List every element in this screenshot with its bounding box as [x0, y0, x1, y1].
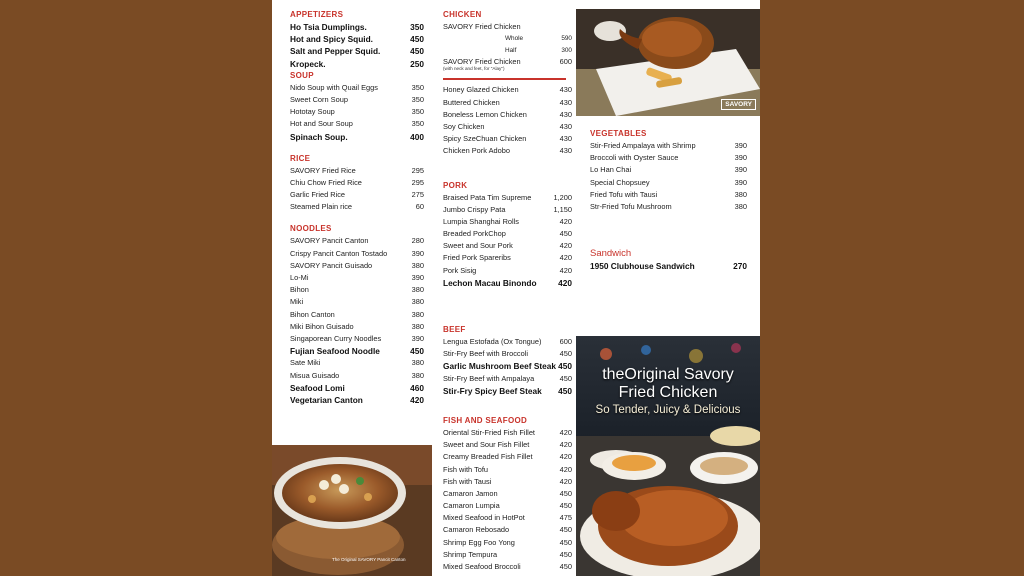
item-name: Boneless Lemon Chicken	[443, 109, 527, 119]
item-name: Creamy Breaded Fish Fillet	[443, 452, 533, 462]
item-name: Singaporean Curry Noodles	[290, 333, 382, 343]
menu-item[interactable]	[443, 427, 572, 439]
item-name: Sate Miki	[290, 358, 321, 368]
item-price: 250	[410, 58, 424, 69]
menu-item[interactable]	[443, 373, 572, 385]
menu-item[interactable]	[290, 284, 424, 296]
menu-item[interactable]	[290, 382, 424, 394]
item-name: Miki	[290, 297, 304, 307]
menu-column-2	[443, 9, 572, 573]
item-name: SAVORY Fried Chicken	[443, 22, 521, 31]
section-title: VEGETABLES	[590, 129, 647, 138]
menu-item[interactable]	[443, 192, 572, 204]
item-name: SAVORY Fried Chicken	[443, 57, 521, 67]
item-name: Fried Pork Spareribs	[443, 253, 511, 263]
section-title: PORK	[443, 180, 468, 190]
item-name: SAVORY Pancit Canton	[290, 236, 369, 246]
savory-logo: SAVORY	[721, 99, 756, 110]
item-price: 420	[559, 440, 572, 450]
menu-item[interactable]	[290, 248, 424, 260]
menu-item[interactable]	[443, 145, 572, 157]
item-price: 600	[559, 57, 572, 67]
item-name: Fujian Seafood Noodle	[290, 346, 380, 357]
item-name: Braised Pata Tim Supreme	[443, 192, 532, 202]
item-price: 380	[734, 189, 747, 199]
item-price: 430	[559, 109, 572, 119]
item-price: 450	[559, 525, 572, 535]
sandwich-section	[590, 248, 747, 272]
menu-item[interactable]	[443, 464, 572, 476]
item-name: Hot and Spicy Squid.	[290, 34, 373, 45]
item-name: Nido Soup with Quail Eggs	[290, 82, 378, 92]
item-price: 350	[411, 119, 424, 129]
item-name: Spinach Soup.	[290, 131, 348, 142]
menu-item[interactable]	[590, 189, 747, 201]
menu-item[interactable]	[290, 201, 424, 213]
item-price: 275	[411, 190, 424, 200]
item-price: 390	[411, 273, 424, 282]
item-name: Lumpia Shanghai Rolls	[443, 216, 520, 226]
ad-line-2: Fried Chicken	[618, 384, 718, 401]
menu-item[interactable]	[443, 385, 572, 397]
ad-line-1: theOriginal Savory	[602, 366, 734, 383]
item-name: Sweet Corn Soup	[290, 94, 348, 104]
item-price: 380	[411, 297, 424, 307]
item-price: 430	[559, 85, 572, 95]
item-price: 295	[411, 177, 424, 187]
item-name: Lo-Mi	[290, 273, 309, 282]
item-price: 450	[559, 349, 572, 359]
item-price: 600	[559, 337, 572, 346]
item-note: (with neck and feet, for "Alay")	[443, 66, 505, 72]
menu-item[interactable]	[290, 165, 424, 177]
menu-item[interactable]	[443, 252, 572, 264]
item-name: Sweet and Sour Pork	[443, 241, 513, 251]
item-price: 400	[410, 131, 424, 142]
item-name: Fish with Tofu	[443, 464, 489, 474]
item-price: 450	[410, 34, 424, 45]
item-price: 350	[410, 22, 424, 32]
menu-item[interactable]	[443, 524, 572, 536]
menu-item[interactable]	[443, 240, 572, 252]
item-name: Shrimp Tempura	[443, 549, 498, 559]
item-name: Steamed Plain rice	[290, 202, 353, 212]
menu-item[interactable]	[290, 177, 424, 189]
item-price: 60	[415, 202, 424, 212]
item-price: 450	[559, 562, 572, 571]
item-price: 350	[411, 82, 424, 92]
item-name: Kropeck.	[290, 58, 326, 69]
item-name: Lo Han Chai	[590, 165, 632, 175]
item-name: Str-Fried Tofu Mushroom	[590, 201, 672, 211]
item-name: Chicken Pork Adobo	[443, 146, 510, 156]
ad-headline	[576, 366, 760, 418]
menu-item[interactable]	[443, 109, 572, 121]
menu-item[interactable]	[443, 228, 572, 240]
item-name: Ho Tsia Dumplings.	[290, 22, 367, 32]
menu-item[interactable]	[290, 45, 424, 57]
menu-item[interactable]	[443, 476, 572, 488]
variant-name: Whole	[505, 35, 524, 43]
menu-item[interactable]	[290, 394, 424, 406]
item-price: 380	[411, 285, 424, 295]
vegetables-section	[590, 128, 747, 213]
item-name: Breaded PorkChop	[443, 229, 506, 239]
item-price: 295	[411, 165, 424, 175]
item-name: Hototay Soup	[290, 107, 335, 117]
fried-chicken-photo	[576, 9, 760, 116]
item-price: 420	[559, 427, 572, 437]
item-name: Garlic Fried Rice	[290, 190, 346, 200]
menu-item-variant[interactable]	[443, 45, 572, 57]
section-divider	[443, 78, 566, 80]
menu-item[interactable]	[590, 260, 747, 272]
noodles-section	[290, 223, 424, 406]
menu-item[interactable]	[443, 121, 572, 133]
item-name: Mixed Seafood in HotPot	[443, 513, 525, 523]
menu-item[interactable]	[590, 201, 747, 213]
item-price: 450	[559, 549, 572, 559]
menu-item[interactable]	[443, 277, 572, 289]
item-price: 450	[559, 501, 572, 511]
item-price: 420	[559, 253, 572, 263]
menu-column-3	[590, 128, 747, 272]
fish-seafood-section	[443, 415, 572, 573]
section-title: RICE	[290, 153, 311, 163]
menu-item[interactable]	[443, 512, 572, 524]
item-name: Pork Sisig	[443, 265, 477, 275]
item-name: Broccoli with Oyster Sauce	[590, 153, 679, 163]
item-price: 450	[559, 488, 572, 498]
item-price: 450	[559, 537, 572, 547]
item-name: Honey Glazed Chicken	[443, 85, 519, 95]
item-name: Camaron Lumpia	[443, 501, 500, 511]
item-price: 420	[559, 241, 572, 251]
item-name: Stir-Fry Beef with Broccoli	[443, 349, 529, 359]
menu-item[interactable]	[443, 451, 572, 463]
menu-item[interactable]	[590, 164, 747, 176]
item-price: 380	[411, 309, 424, 319]
menu-item[interactable]	[443, 21, 572, 33]
menu-item[interactable]	[443, 133, 572, 145]
menu-item[interactable]	[290, 296, 424, 308]
item-price: 390	[411, 333, 424, 343]
item-price: 430	[559, 97, 572, 107]
menu-item[interactable]	[290, 33, 424, 45]
item-price: 420	[559, 476, 572, 486]
item-price: 475	[559, 513, 572, 523]
menu-item[interactable]	[290, 94, 424, 106]
item-name: Crispy Pancit Canton Tostado	[290, 248, 388, 258]
item-name: Stir-Fried Ampalaya with Shrimp	[590, 141, 696, 150]
section-title: APPETIZERS	[290, 10, 344, 19]
section-title: Sandwich	[590, 248, 632, 260]
appetizers-section	[290, 9, 424, 70]
item-name: Misua Guisado	[290, 370, 340, 380]
item-name: Seafood Lomi	[290, 382, 345, 393]
item-name: Lengua Estofada (Ox Tongue)	[443, 337, 542, 346]
variant-name: Half	[505, 46, 517, 54]
item-price: 460	[410, 382, 424, 393]
menu-item[interactable]	[590, 140, 747, 152]
menu-item[interactable]	[443, 360, 572, 372]
item-price: 420	[559, 216, 572, 226]
item-name: Soy Chicken	[443, 121, 485, 131]
pork-section	[443, 180, 572, 290]
ad-line-3: So Tender, Juicy & Delicious	[595, 404, 741, 416]
item-price: 590	[561, 35, 572, 43]
item-price: 430	[559, 121, 572, 131]
menu-item[interactable]	[443, 265, 572, 277]
menu-column-1	[290, 9, 424, 406]
item-price: 430	[559, 146, 572, 156]
item-name: Spicy SzeChuan Chicken	[443, 134, 527, 144]
menu-item[interactable]	[290, 131, 424, 143]
menu-item[interactable]	[290, 106, 424, 118]
menu-item[interactable]	[290, 235, 424, 247]
item-name: Jumbo Crispy Pata	[443, 204, 506, 214]
item-name: Bihon Canton	[290, 309, 335, 319]
item-price: 450	[410, 46, 424, 57]
item-name: SAVORY Pancit Guisado	[290, 260, 373, 270]
menu-item[interactable]	[290, 357, 424, 369]
item-price: 380	[411, 370, 424, 380]
chicken-title: CHICKEN	[443, 10, 482, 19]
item-price: 380	[411, 321, 424, 331]
item-name: Fish with Tausi	[443, 476, 492, 486]
item-name: Lechon Macau Binondo	[443, 277, 537, 288]
item-price: 1,200	[553, 192, 572, 202]
section-title: FISH AND SEAFOOD	[443, 415, 528, 425]
item-price: 390	[734, 141, 747, 150]
item-name: Buttered Chicken	[443, 97, 500, 107]
item-name: Miki Bihon Guisado	[290, 321, 354, 331]
item-price: 270	[733, 261, 747, 272]
menu-item-variant[interactable]	[443, 33, 572, 45]
rice-section	[290, 153, 424, 214]
item-price: 390	[734, 177, 747, 187]
item-price: 450	[558, 385, 572, 396]
item-name: Special Chopsuey	[590, 177, 650, 187]
item-price: 420	[559, 265, 572, 275]
item-name: Camaron Jamon	[443, 488, 498, 498]
menu-item[interactable]	[290, 272, 424, 284]
chicken-section	[443, 9, 572, 158]
item-name: Vegetarian Canton	[290, 394, 363, 405]
item-price: 350	[411, 107, 424, 117]
menu-item[interactable]	[443, 216, 572, 228]
item-price: 280	[411, 236, 424, 246]
beef-section	[443, 324, 572, 397]
item-name: Stir-Fry Spicy Beef Steak	[443, 385, 542, 396]
item-name: SAVORY Fried Rice	[290, 165, 356, 175]
item-name: Hot and Sour Soup	[290, 119, 353, 129]
item-name: Oriental Stir-Fried Fish Fillet	[443, 427, 535, 437]
item-price: 450	[559, 229, 572, 239]
soup-section	[290, 70, 424, 143]
menu-item[interactable]	[290, 333, 424, 345]
section-title: BEEF	[443, 325, 466, 334]
fried-chicken-ad-photo	[576, 336, 760, 576]
menu-item[interactable]	[443, 204, 572, 216]
menu-item[interactable]	[590, 177, 747, 189]
menu-item[interactable]	[290, 58, 424, 70]
item-name: Sweet and Sour Fish Fillet	[443, 440, 530, 450]
item-name: Camaron Rebosado	[443, 525, 510, 535]
item-price: 380	[734, 201, 747, 211]
menu-item[interactable]	[443, 97, 572, 109]
item-price: 420	[410, 394, 424, 405]
menu-item[interactable]	[443, 549, 572, 561]
menu-item[interactable]	[590, 152, 747, 164]
item-price: 420	[559, 464, 572, 474]
item-name: Fried Tofu with Tausi	[590, 189, 658, 199]
item-price: 390	[411, 248, 424, 258]
item-price: 1,150	[553, 204, 572, 214]
item-name: Bihon	[290, 285, 309, 295]
item-price: 420	[558, 277, 572, 288]
item-price: 450	[410, 346, 424, 357]
item-price: 420	[559, 452, 572, 462]
menu-item[interactable]	[290, 260, 424, 272]
item-price: 430	[559, 134, 572, 144]
item-name: 1950 Clubhouse Sandwich	[590, 261, 695, 272]
item-price: 450	[559, 373, 572, 383]
menu-item[interactable]	[290, 345, 424, 357]
menu-item[interactable]	[443, 348, 572, 360]
menu-item[interactable]	[443, 439, 572, 451]
item-price: 350	[411, 94, 424, 104]
item-name: Salt and Pepper Squid.	[290, 46, 381, 57]
item-name: Chiu Chow Fried Rice	[290, 177, 362, 187]
menu-item[interactable]	[290, 82, 424, 94]
menu-item[interactable]	[443, 488, 572, 500]
section-title: SOUP	[290, 70, 314, 80]
pancit-photo-caption: The Original SAVORY Pancit Canton	[332, 557, 406, 562]
item-price: 450	[558, 361, 572, 372]
menu-item[interactable]	[443, 500, 572, 512]
menu-item[interactable]	[290, 309, 424, 321]
item-price: 300	[561, 46, 572, 54]
item-price: 380	[411, 260, 424, 270]
menu-item[interactable]	[290, 189, 424, 201]
item-price: 380	[411, 358, 424, 368]
item-name: Stir-Fry Beef with Ampalaya	[443, 373, 535, 383]
menu-item[interactable]	[443, 537, 572, 549]
menu-item[interactable]	[290, 21, 424, 33]
menu-item[interactable]	[290, 321, 424, 333]
menu-item[interactable]	[290, 370, 424, 382]
item-price: 390	[734, 153, 747, 163]
menu-item[interactable]	[443, 561, 572, 573]
pancit-canton-photo	[272, 445, 432, 576]
section-title: NOODLES	[290, 224, 332, 234]
menu-page	[272, 0, 760, 576]
menu-item[interactable]	[290, 118, 424, 130]
menu-item[interactable]	[443, 336, 572, 348]
item-price: 390	[734, 165, 747, 175]
item-name: Mixed Seafood Broccoli	[443, 562, 521, 571]
item-name: Shrimp Egg Foo Yong	[443, 537, 515, 547]
menu-item[interactable]	[443, 84, 572, 96]
item-name: Garlic Mushroom Beef Steak	[443, 361, 556, 372]
